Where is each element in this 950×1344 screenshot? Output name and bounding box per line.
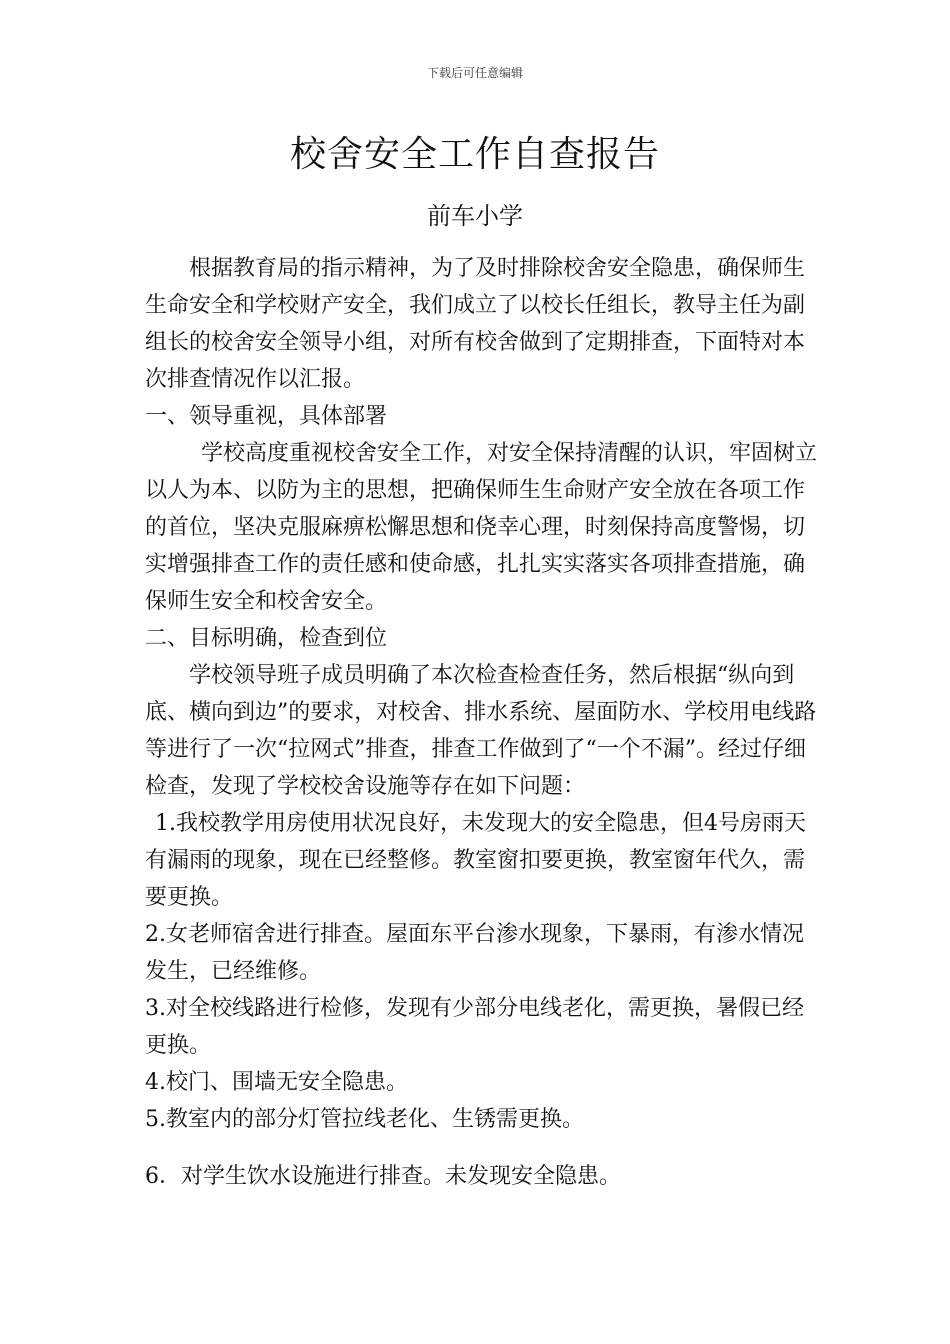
issue-item-3: 3.对全校线路进行检修，发现有少部分电线老化，需更换，暑假已经更换。	[145, 996, 804, 1058]
header-note: 下载后可任意编辑	[426, 66, 523, 80]
section-1-paragraph: 学校高度重视校舍安全工作，对安全保持清醒的认识，牢固树立以人为本、以防为主的思想，把确保师生生命财产安全放在各项工作的首位，坚决克服麻痹松懈思想和侥幸心理，时刻保持高度警惕，切实增强排查工作的责任感和使命感，扎扎实实落实各项排查措施，确保师生安全和校舍安全。	[145, 441, 818, 614]
section-heading-2: 二、目标明确，检查到位	[145, 626, 388, 651]
document-title: 校舍安全工作自查报告	[289, 134, 660, 175]
section-2-paragraph: 学校领导班子成员明确了本次检查检查任务，然后根据“纵向到底、横向到边”的要求，对校舍、排水系统、屋面防水、学校用电线路等进行了一次“拉网式”排查，排查工作做到了“一个不漏”。经过仔细检查，发现了学校校舍设施等存在如下问题：	[145, 663, 817, 799]
document-body	[145, 250, 825, 1195]
issue-item-6: 6．对学生饮水设施进行排查。未发现安全隐患。	[145, 1164, 621, 1189]
issue-item-1: 1.我校教学用房使用状况良好，未发现大的安全隐患，但4号房雨天有漏雨的现象，现在已经整修。教室窗扣要更换，教室窗年代久，需要更换。	[145, 811, 806, 910]
intro-paragraph: 根据教育局的指示精神，为了及时排除校舍安全隐患，确保师生生命安全和学校财产安全，我们成立了以校长任组长，教导主任为副组长的校舍安全领导小组，对所有校舍做到了定期排查，下面特对本次排查情况作以汇报。	[145, 256, 806, 392]
issue-item-2: 2.女老师宿舍进行排查。屋面东平台渗水现象，下暴雨，有渗水情况发生，已经维修。	[145, 922, 804, 984]
issue-item-4: 4.校门、围墙无安全隐患。	[145, 1070, 408, 1095]
section-heading-1: 一、领导重视，具体部署	[145, 404, 388, 429]
issue-item-5: 5.教室内的部分灯管拉线老化、生锈需更换。	[145, 1107, 584, 1132]
school-name: 前车小学	[427, 202, 523, 230]
